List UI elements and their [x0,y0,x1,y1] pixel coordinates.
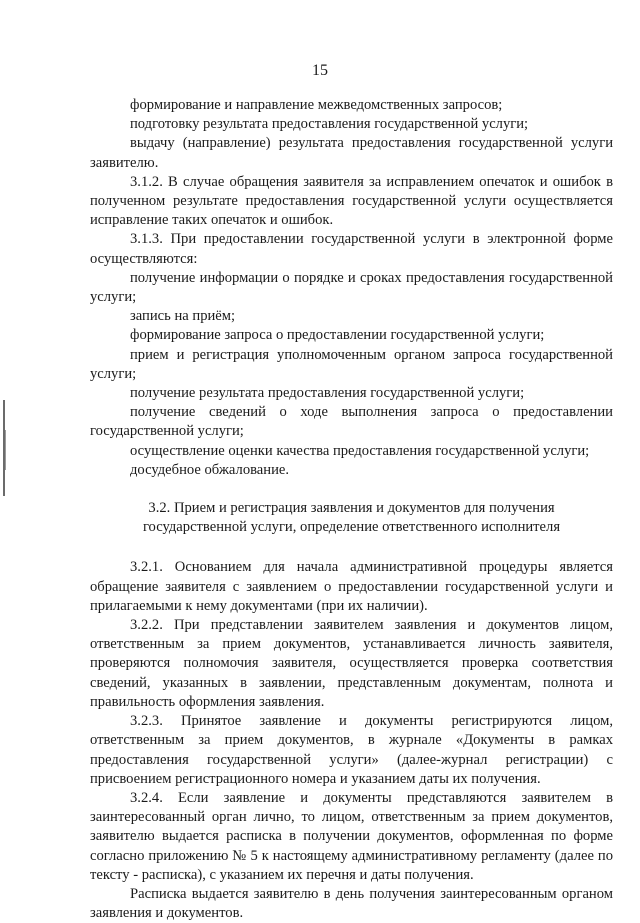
list-item: формирование запроса о предоставлении государственной услуги; [130,327,545,344]
paragraph-3-2-2: 3.2.2. При представлении заявителем заявления и документов лицом, ответственным за прием документов, устанавливается личность заявителя, проверяются полномочия заявителя, осуществляется проверка соответствия сведений, указанных в заявлении, представленным документам, полнота и правильность оформления заявления. [90,617,613,710]
section-heading [90,499,613,537]
paragraph-3-1-3: 3.1.3. При предоставлении государственной услуги в электронной форме осуществляются: [90,231,613,267]
paragraph-3-2-3: 3.2.3. Принятое заявление и документы регистрируются лицом, ответственным за прием документов, в журнале «Документы в рамках предоставления государственной услуги» (далее-журнал регистрации) с присвоением регистрационного номера и указанием даты их получения. [90,713,613,787]
list-item: досудебное обжалование. [130,461,290,478]
list-item: подготовку результата предоставления государственной услуги; [130,116,529,133]
list-item: осуществление оценки качества предоставления государственной услуги; [130,442,590,459]
document-body [90,96,613,923]
list-item: получение информации о порядке и сроках предоставления государственной услуги; [90,269,613,306]
section-heading-line-1: 3.2. Прием и регистрация заявления и документов для получения [148,500,555,517]
list-item: получение результата предоставления государственной услуги; [130,385,525,402]
paragraph-receipt: Расписка выдается заявителю в день получения заинтересованным органом заявления и документов. [90,885,613,922]
list-item: прием и регистрация уполномоченным органом запроса государственной услуги; [90,346,613,382]
paragraph-3-2-4: 3.2.4. Если заявление и документы представляются заявителем в заинтересованный орган лично, то лицом, ответственным за прием документов, заявителю выдается расписка в получении документов, оформленная по форме согласно приложению № 5 к настоящему административному регламенту (далее по тексту - расписка), с указанием их перечня и даты получения. [90,789,613,883]
paragraph-3-2-1: 3.2.1. Основанием для начала административной процедуры является обращение заявителя с заявлением о предоставлении государственной услуги и прилагаемыми к нему документами (при их наличии). [90,559,613,614]
list-item: получение сведений о ходе выполнения запроса о предоставлении государственной услуги; [90,404,613,440]
list-item: запись на приём; [130,308,236,325]
page-number: 15 [312,62,328,79]
section-heading-line-2: государственной услуги, определение ответственного исполнителя [142,519,561,536]
list-item: формирование и направление межведомственных запросов; [130,97,503,113]
list-item: выдачу (направление) результата предоставления государственной услуги заявителю. [90,135,613,171]
paragraph-3-1-2: 3.1.2. В случае обращения заявителя за исправлением опечаток и ошибок в полученном результате предоставления государственной услуги осуществляется исправление таких опечаток и ошибок. [90,173,613,229]
scan-edge-mark [5,430,6,470]
